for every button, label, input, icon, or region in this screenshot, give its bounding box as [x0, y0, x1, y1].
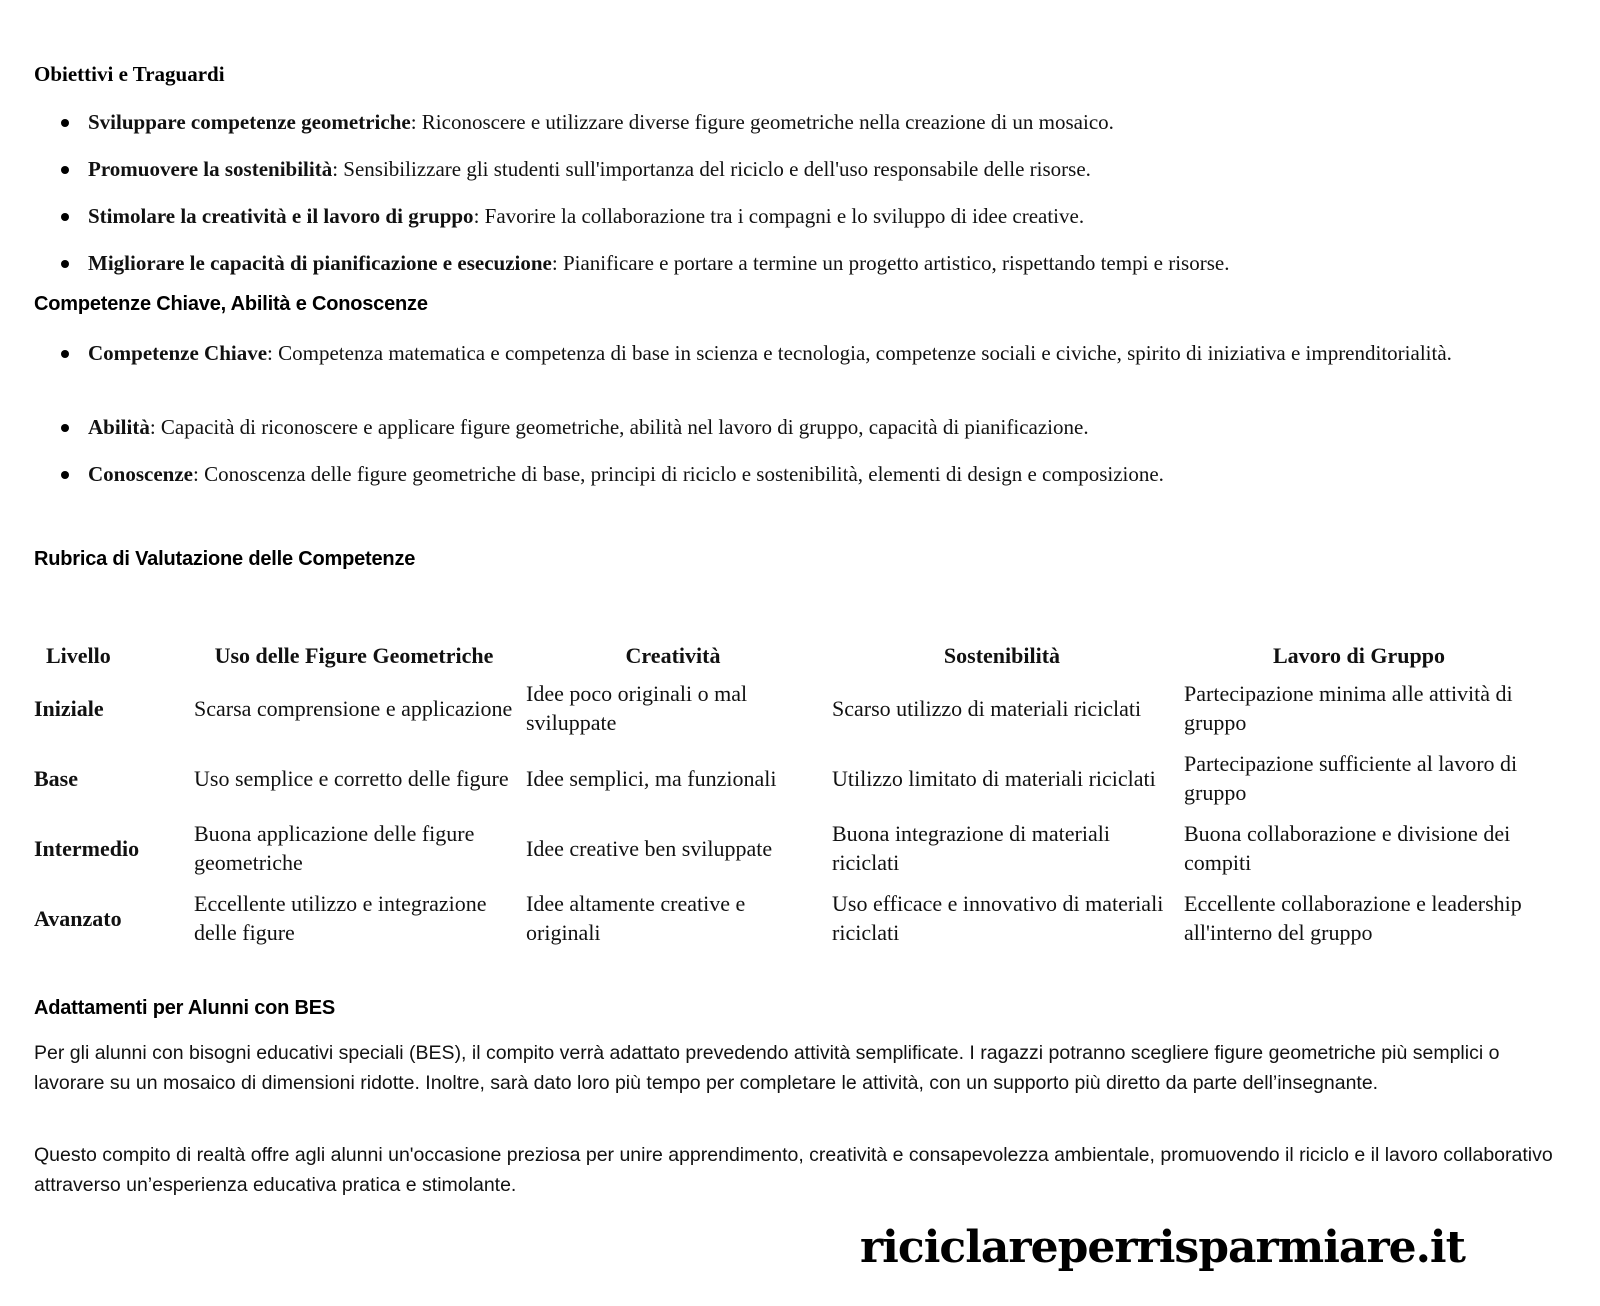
item-text: : Capacità di riconoscere e applicare figure geometriche, abilità nel lavoro di gruppo, capacità di pianificazione. [149, 415, 1089, 439]
bullet-icon [61, 166, 69, 174]
list-item [88, 460, 1558, 488]
table-row [28, 673, 1540, 743]
table-cell: Uso semplice e corretto delle figure [194, 765, 509, 791]
level-cell: Iniziale [34, 695, 104, 721]
table-cell: Buona collaborazione e divisione dei compiti [1184, 821, 1511, 875]
table-cell: Buona applicazione delle figure geometriche [194, 821, 475, 875]
item-text: : Conoscenza delle figure geometriche di base, principi di riciclo e sostenibilità, elementi di design e composizione. [192, 462, 1164, 486]
table-cell: Scarso utilizzo di materiali riciclati [832, 695, 1142, 721]
item-term: Sviluppare competenze geometriche [88, 110, 411, 134]
list-item [88, 202, 1558, 230]
bullet-icon [61, 350, 69, 358]
column-header: Uso delle Figure Geometriche [214, 642, 494, 668]
table-row [28, 743, 1540, 813]
table-cell: Partecipazione minima alle attività di gruppo [1184, 681, 1513, 735]
table-cell: Idee semplici, ma funzionali [526, 765, 777, 791]
table-cell: Idee altamente creative e originali [526, 891, 746, 945]
item-term: Stimolare la creatività e il lavoro di gruppo [88, 204, 474, 228]
bes-paragraph: Per gli alunni con bisogni educativi speciali (BES), il compito verrà adattato prevedendo attività semplificate. I ragazzi potranno scegliere figure geometriche più semplici o lavorare su un mosaico di dimensioni ridotte. Inoltre, sarà dato loro più tempo per completare le attività, con un supporto più diretto da parte dell’insegnante. [34, 1042, 1500, 1094]
list-item [88, 249, 1558, 277]
level-cell: Base [34, 765, 78, 791]
item-text: : Sensibilizzare gli studenti sull'importanza del riciclo e dell'uso responsabile delle risorse. [332, 157, 1091, 181]
list-item [88, 108, 1558, 136]
column-header: Sostenibilità [943, 642, 1061, 668]
item-term: Promuovere la sostenibilità [88, 157, 333, 181]
table-cell: Eccellente collaborazione e leadership all'interno del gruppo [1184, 891, 1522, 945]
closing-paragraph: Questo compito di realtà offre agli alunni un'occasione preziosa per unire apprendimento, creatività e consapevolezza ambientale, promuovendo il riciclo e il lavoro collaborativo attraverso un’esperienza educativa pratica e stimolante. [34, 1144, 1553, 1196]
list-item [88, 413, 1558, 441]
bes-title: Adattamenti per Alunni con BES [34, 997, 336, 1019]
table-cell: Idee poco originali o mal sviluppate [526, 681, 748, 735]
rubric-title: Rubrica di Valutazione delle Competenze [34, 548, 416, 570]
objectives-title: Obiettivi e Traguardi [34, 62, 225, 86]
table-cell: Eccellente utilizzo e integrazione delle figure [194, 891, 487, 945]
table-row [28, 883, 1540, 953]
item-term: Migliorare le capacità di pianificazione e esecuzione [88, 251, 552, 275]
level-cell: Intermedio [34, 835, 140, 861]
list-item [88, 155, 1558, 183]
column-header: Lavoro di Gruppo [1273, 642, 1445, 668]
table-cell: Idee creative ben sviluppate [526, 835, 773, 861]
competences-title: Competenze Chiave, Abilità e Conoscenze [34, 293, 428, 315]
table-cell: Partecipazione sufficiente al lavoro di gruppo [1184, 751, 1518, 805]
table-row [28, 813, 1540, 883]
bullet-icon [61, 471, 69, 479]
table-cell: Uso efficace e innovativo di materiali riciclati [832, 891, 1164, 945]
item-term: Conoscenze [88, 462, 193, 486]
column-header: Creatività [625, 642, 721, 668]
table-cell: Utilizzo limitato di materiali riciclati [832, 765, 1156, 791]
list-item [88, 339, 1508, 367]
column-header: Livello [46, 642, 111, 668]
item-text: : Riconoscere e utilizzare diverse figure geometriche nella creazione di un mosaico. [410, 110, 1114, 134]
item-text: : Competenza matematica e competenza di base in scienza e tecnologia, competenze sociali e civiche, spirito di iniziativa e imprenditorialità. [267, 341, 1452, 365]
bullet-icon [61, 119, 69, 127]
item-term: Competenze Chiave [88, 341, 268, 365]
rubric-table [28, 637, 1540, 953]
table-header-row [28, 637, 1540, 673]
bullet-icon [61, 213, 69, 221]
table-cell: Buona integrazione di materiali riciclati [832, 821, 1110, 875]
site-watermark: riciclareperrisparmiare.it [860, 1222, 1465, 1273]
bullet-icon [61, 424, 69, 432]
item-text: : Pianificare e portare a termine un progetto artistico, rispettando tempi e risorse. [551, 251, 1230, 275]
level-cell: Avanzato [34, 905, 122, 931]
table-cell: Scarsa comprensione e applicazione [194, 695, 513, 721]
item-text: : Favorire la collaborazione tra i compagni e lo sviluppo di idee creative. [473, 204, 1085, 228]
bullet-icon [61, 260, 69, 268]
item-term: Abilità [88, 415, 150, 439]
